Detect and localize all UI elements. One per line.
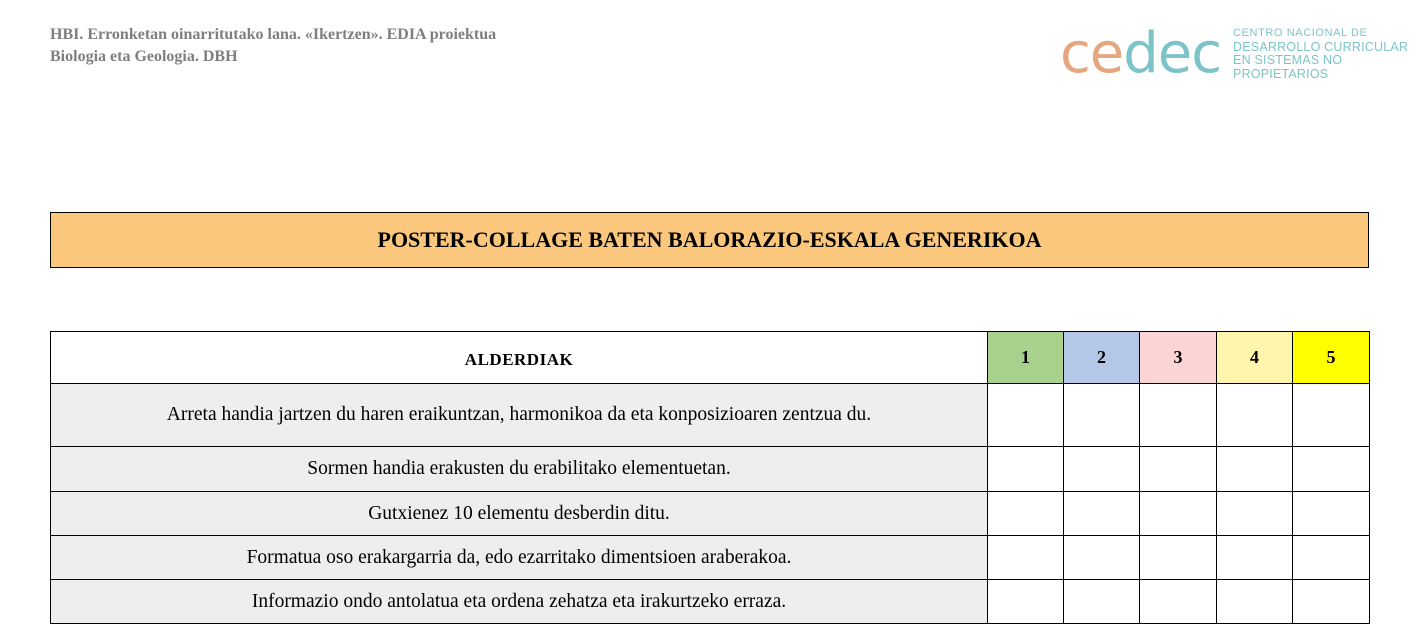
logo-word-dec: dec <box>1123 21 1222 86</box>
score-cell-1[interactable] <box>988 536 1064 580</box>
table-row <box>51 492 1370 536</box>
score-cell-3[interactable] <box>1140 384 1217 447</box>
score-cell-3[interactable] <box>1140 447 1217 492</box>
header-line-1: HBI. Erronketan oinarritutako lana. «Ikertzen». EDIA proiektua <box>50 26 497 43</box>
scale-header-3: 3 <box>1140 332 1217 384</box>
logo-tagline <box>1233 27 1414 81</box>
cedec-logo <box>1060 21 1414 86</box>
aspect-cell: Informazio ondo antolatua eta ordena zehatza eta irakurtzeko erraza. <box>51 580 988 624</box>
score-cell-4[interactable] <box>1217 384 1293 447</box>
scale-header-5: 5 <box>1293 332 1370 384</box>
score-cell-2[interactable] <box>1064 384 1140 447</box>
aspect-column-header: ALDERDIAK <box>51 332 988 384</box>
score-cell-3[interactable] <box>1140 492 1217 536</box>
score-cell-4[interactable] <box>1217 447 1293 492</box>
aspect-cell: Gutxienez 10 elementu desberdin ditu. <box>51 492 988 536</box>
header-line-2: Biologia eta Geologia. DBH <box>50 48 238 65</box>
score-cell-5[interactable] <box>1293 580 1370 624</box>
aspect-cell: Arreta handia jartzen du haren eraikuntzan, harmonikoa da eta konposizioaren zentzua du. <box>51 384 988 447</box>
page-title: POSTER-COLLAGE BATEN BALORAZIO-ESKALA GENERIKOA <box>50 212 1369 268</box>
table-header-row <box>51 332 1370 384</box>
logo-wordmark <box>1060 21 1222 86</box>
table-row <box>51 536 1370 580</box>
table-row <box>51 580 1370 624</box>
score-cell-1[interactable] <box>988 580 1064 624</box>
document-header <box>50 24 496 68</box>
score-cell-5[interactable] <box>1293 447 1370 492</box>
table-row <box>51 384 1370 447</box>
scale-header-4: 4 <box>1217 332 1293 384</box>
rating-scale-table <box>50 331 1370 624</box>
score-cell-2[interactable] <box>1064 492 1140 536</box>
score-cell-1[interactable] <box>988 447 1064 492</box>
score-cell-2[interactable] <box>1064 536 1140 580</box>
score-cell-1[interactable] <box>988 492 1064 536</box>
score-cell-2[interactable] <box>1064 447 1140 492</box>
aspect-cell: Sormen handia erakusten du erabilitako elementuetan. <box>51 447 988 492</box>
logo-tagline-line-2: DESARROLLO CURRICULAR <box>1233 39 1409 54</box>
logo-tagline-line-1: CENTRO NACIONAL DE <box>1233 27 1368 39</box>
score-cell-5[interactable] <box>1293 536 1370 580</box>
score-cell-4[interactable] <box>1217 536 1293 580</box>
aspect-cell: Formatua oso erakargarria da, edo ezarritako dimentsioen araberakoa. <box>51 536 988 580</box>
logo-word-ce: ce <box>1060 21 1124 86</box>
table-row <box>51 447 1370 492</box>
score-cell-4[interactable] <box>1217 580 1293 624</box>
score-cell-4[interactable] <box>1217 492 1293 536</box>
score-cell-2[interactable] <box>1064 580 1140 624</box>
score-cell-5[interactable] <box>1293 492 1370 536</box>
scale-header-2: 2 <box>1064 332 1140 384</box>
score-cell-1[interactable] <box>988 384 1064 447</box>
logo-tagline-line-3: EN SISTEMAS NO PROPIETARIOS <box>1233 53 1343 81</box>
score-cell-5[interactable] <box>1293 384 1370 447</box>
score-cell-3[interactable] <box>1140 580 1217 624</box>
score-cell-3[interactable] <box>1140 536 1217 580</box>
scale-header-1: 1 <box>988 332 1064 384</box>
